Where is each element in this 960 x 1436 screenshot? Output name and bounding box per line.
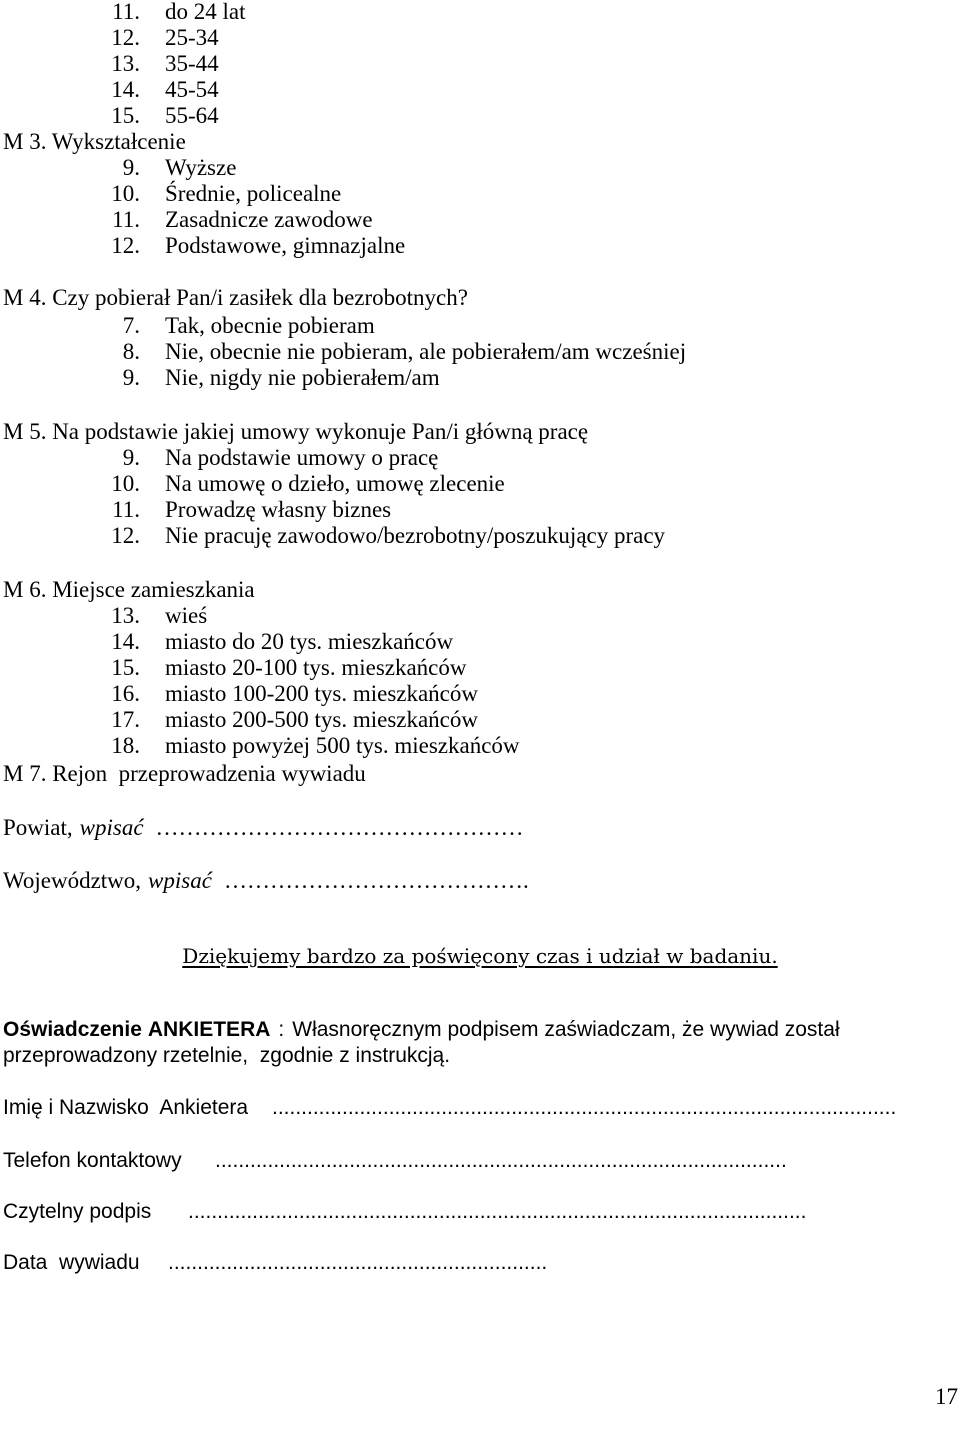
thank-you-text: Dziękujemy bardzo za poświęcony czas i udział w badaniu.: [182, 944, 778, 968]
option-label: miasto 100-200 tys. mieszkańców: [165, 681, 479, 706]
option-label: wieś: [165, 603, 208, 628]
question-heading-text: M 4. Czy pobierał Pan/i zasiłek dla bezrobotnych?: [3, 285, 468, 310]
question-education: [0, 129, 960, 259]
option-label: do 24 lat: [165, 0, 246, 24]
option-number: 11.: [112, 207, 140, 232]
option-label: miasto 20-100 tys. mieszkańców: [165, 655, 467, 680]
option-number: 14.: [111, 629, 140, 654]
option: [0, 103, 960, 129]
declaration-role: ANKIETERA: [147, 1018, 271, 1041]
question-heading-text: M 3. Wykształcenie: [3, 129, 186, 154]
question-heading: [0, 577, 960, 603]
phone-field: [0, 1148, 960, 1174]
option-number: 15.: [111, 655, 140, 680]
option: [0, 471, 960, 497]
option-label: 45-54: [165, 77, 219, 102]
option: [0, 681, 960, 707]
option: [0, 313, 960, 339]
question-heading-text: M 5. Na podstawie jakiej umowy wykonuje Pan/i główną pracę: [3, 419, 589, 444]
option-label: Tak, obecnie pobieram: [165, 313, 375, 338]
question-heading: [0, 419, 960, 445]
county-field: [0, 815, 960, 841]
question-age-options: [0, 0, 960, 129]
option-number: 9.: [122, 365, 140, 390]
blank-line: ………………………………….: [223, 868, 529, 893]
option: [0, 181, 960, 207]
option-label: miasto do 20 tys. mieszkańców: [165, 629, 454, 654]
option-label: miasto 200-500 tys. mieszkańców: [165, 707, 479, 732]
option: [0, 77, 960, 103]
field-label: Data wywiadu: [3, 1251, 140, 1274]
option-label: 55-64: [165, 103, 219, 128]
option-number: 11.: [112, 497, 140, 522]
field-label: Imię i Nazwisko Ankietera: [3, 1096, 249, 1119]
option: [0, 233, 960, 259]
option-number: 10.: [111, 181, 140, 206]
declaration-title: Oświadczenie: [3, 1018, 142, 1041]
option: [0, 155, 960, 181]
field-hint: wpisać: [79, 815, 144, 840]
option: [0, 523, 960, 549]
option-number: 10.: [111, 471, 140, 496]
option-label: Nie pracuję zawodowo/bezrobotny/poszukujący pracy: [165, 523, 666, 548]
question-place-of-residence: [0, 577, 960, 759]
declaration-line: [3, 1043, 840, 1069]
option-label: Na podstawie umowy o pracę: [165, 445, 439, 470]
option: [0, 25, 960, 51]
option-number: 17.: [111, 707, 140, 732]
declaration-text: Własnoręcznym podpisem zaświadczam, że wywiad został: [292, 1018, 840, 1041]
option-label: Podstawowe, gimnazjalne: [165, 233, 406, 258]
option: [0, 655, 960, 681]
option: [0, 707, 960, 733]
option-label: Średnie, policealne: [165, 181, 342, 206]
question-employment-contract: [0, 419, 960, 549]
question-heading-text: M 6. Miejsce zamieszkania: [3, 577, 255, 602]
option-number: 8.: [122, 339, 140, 364]
option: [0, 603, 960, 629]
option: [0, 733, 960, 759]
option: [0, 497, 960, 523]
option-label: 25-34: [165, 25, 219, 50]
option-label: Nie, obecnie nie pobieram, ale pobierałem/am wcześniej: [165, 339, 687, 364]
option-label: Zasadnicze zawodowe: [165, 207, 373, 232]
option-label: 35-44: [165, 51, 219, 76]
option-number: 18.: [111, 733, 140, 758]
option-number: 12.: [111, 523, 140, 548]
thank-you-note: [0, 943, 960, 969]
option-number: 11.: [112, 0, 140, 24]
option-number: 16.: [111, 681, 140, 706]
question-heading: [0, 285, 960, 311]
option: [0, 445, 960, 471]
blank-line: ..........................................................................................................: [188, 1200, 807, 1223]
question-heading: [0, 761, 960, 787]
option-number: 9.: [122, 155, 140, 180]
option: [0, 365, 960, 391]
blank-line: .................................................................: [168, 1251, 548, 1274]
field-hint: wpisać: [148, 868, 212, 893]
interview-date-field: [0, 1250, 960, 1276]
option-label: miasto powyżej 500 tys. mieszkańców: [165, 733, 520, 758]
option-number: 12.: [111, 25, 140, 50]
question-heading-text: M 7. Rejon przeprowadzenia wywiadu: [3, 761, 366, 786]
question-heading: [0, 129, 960, 155]
option-label: Nie, nigdy nie pobierałem/am: [165, 365, 440, 390]
option-label: Prowadzę własny biznes: [165, 497, 392, 522]
field-label: Telefon kontaktowy: [3, 1149, 182, 1172]
option: [0, 51, 960, 77]
interviewer-declaration: [3, 1017, 840, 1069]
option-number: 7.: [122, 313, 140, 338]
question-unemployment-benefit: [0, 285, 960, 391]
option: [0, 339, 960, 365]
signature-field: [0, 1199, 960, 1225]
interviewer-name-field: [0, 1095, 960, 1121]
field-label: Województwo,: [3, 868, 142, 893]
field-label: Czytelny podpis: [3, 1200, 152, 1223]
option: [0, 629, 960, 655]
option-number: 12.: [111, 233, 140, 258]
option-label: Na umowę o dzieło, umowę zlecenie: [165, 471, 505, 496]
page-number: 17: [935, 1384, 958, 1409]
declaration-separator: :: [278, 1018, 285, 1041]
blank-line: …………………………………………: [155, 815, 524, 840]
option-number: 13.: [111, 51, 140, 76]
declaration-text: przeprowadzony rzetelnie, zgodnie z instrukcją.: [3, 1044, 451, 1067]
question-interview-region: [0, 761, 960, 894]
blank-line: ..................................................................................................: [215, 1149, 787, 1172]
option-number: 9.: [122, 445, 140, 470]
option: [0, 0, 960, 25]
voivodeship-field: [0, 868, 960, 894]
option-label: Wyższe: [165, 155, 237, 180]
option-number: 13.: [111, 603, 140, 628]
blank-line: ...........................................................................................................: [272, 1096, 897, 1119]
option-number: 14.: [111, 77, 140, 102]
option: [0, 207, 960, 233]
declaration-line: [3, 1017, 840, 1043]
option-number: 15.: [111, 103, 140, 128]
field-label: Powiat,: [3, 815, 73, 840]
